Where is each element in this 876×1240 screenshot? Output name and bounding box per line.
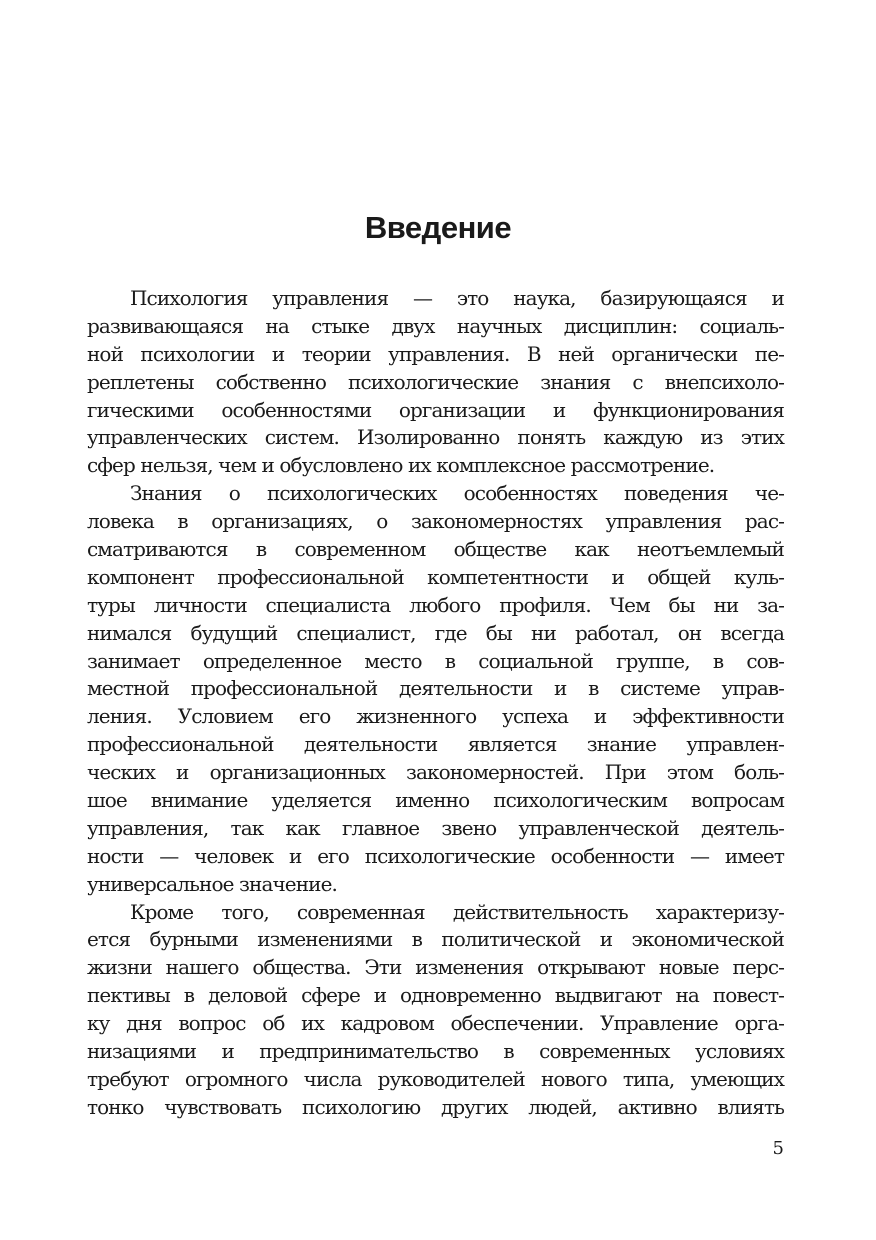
text-line: ления. Условием его жизненного успеха и эффективности	[87, 704, 784, 729]
text-line: пективы в деловой сфере и одновременно выдвигают на повест-	[87, 983, 784, 1008]
text-line: универсальное значение.	[87, 871, 337, 896]
text-line: занимает определенное место в социальной группе, в сов-	[87, 648, 784, 673]
text-line: Кроме того, современная действительность характеризу-	[130, 899, 784, 924]
text-line: низациями и предпринимательство в современных условиях	[87, 1039, 784, 1064]
text-line: реплетены собственно психологические знания с внепсихоло-	[87, 369, 784, 394]
text-line: гическими особенностями организации и функционирования	[87, 397, 784, 422]
text-line: профессиональной деятельности является знание управлен-	[87, 732, 784, 757]
text-line: ческих и организационных закономерностей. При этом боль-	[87, 760, 784, 785]
text-line: управленческих систем. Изолированно понять каждую из этих	[87, 425, 784, 450]
text-line: ной психологии и теории управления. В ней органически пе-	[87, 341, 784, 366]
text-line: Знания о психологических особенностях поведения че-	[130, 481, 784, 506]
text-line: нимался будущий специалист, где бы ни работал, он всегда	[87, 620, 784, 645]
text-line: сфер нельзя, чем и обусловлено их комплексное рассмотрение.	[87, 453, 715, 478]
text-line: управления, так как главное звено управленческой деятель-	[87, 815, 784, 840]
text-line: туры личности специалиста любого профиля. Чем бы ни за-	[87, 592, 784, 617]
chapter-title: Введение	[364, 210, 512, 245]
text-line: ности — человек и его психологические особенности — имеет	[87, 843, 784, 868]
text-line: местной профессиональной деятельности и в системе управ-	[87, 676, 784, 701]
page-number: 5	[772, 1138, 784, 1159]
text-line: ется бурными изменениями в политической и экономической	[87, 927, 784, 952]
text-line: сматриваются в современном обществе как неотъемлемый	[87, 537, 784, 562]
text-line: шое внимание уделяется именно психологическим вопросам	[87, 788, 784, 813]
text-line: Психология управления — это наука, базирующаяся и	[130, 286, 784, 310]
text-line: жизни нашего общества. Эти изменения открывают новые перс-	[87, 955, 784, 980]
text-line: компонент профессиональной компетентности и общей куль-	[87, 564, 784, 589]
text-line: развивающаяся на стыке двух научных дисциплин: социаль-	[87, 313, 784, 338]
text-line: ловека в организациях, о закономерностях управления рас-	[87, 509, 784, 534]
body-text	[87, 285, 784, 1122]
text-line: тонко чувствовать психологию других людей, активно влиять	[87, 1094, 784, 1119]
text-line: ку дня вопрос об их кадровом обеспечении. Управление орга-	[87, 1011, 784, 1036]
text-line: требуют огромного числа руководителей нового типа, умеющих	[87, 1066, 784, 1091]
